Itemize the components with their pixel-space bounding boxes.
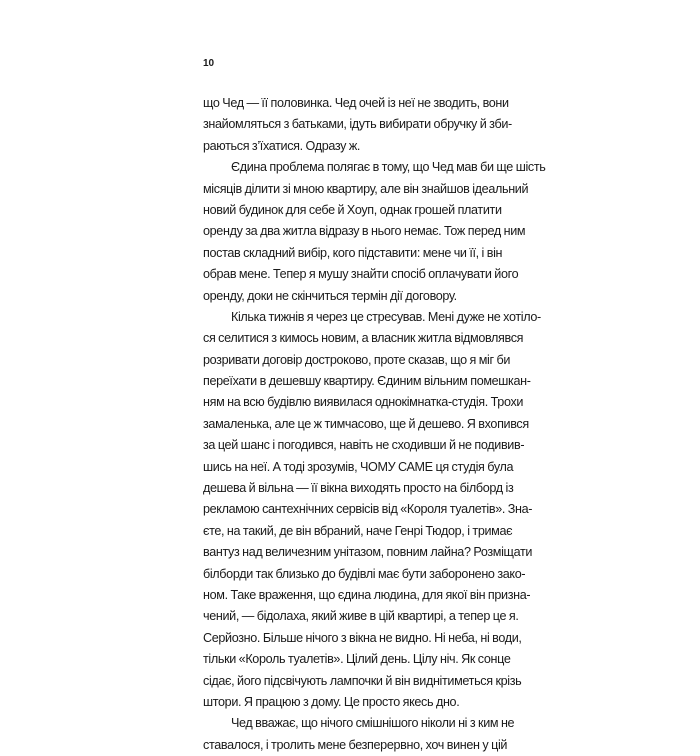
text-line: Кілька тижнів я через це стресував. Мені дуже не хотіло- — [231, 309, 541, 324]
text-line: що Чед — її половинка. Чед очей із неї не зводить, вони — [203, 96, 509, 110]
text-line: тільки «Король туалетів». Цілий день. Цілу ніч. Як сонце — [203, 652, 511, 667]
text-line: розривати договір достроково, проте сказав, що я міг би — [203, 352, 511, 367]
text-line: Серйозно. Більше нічого з вікна не видно. Ні неба, ні води, — [203, 630, 522, 645]
text-line: оренду за два житла відразу в нього немає. Тож перед ним — [203, 224, 526, 239]
text-line: сідає, його підсвічують лампочки й він виднітиметься крізь — [203, 673, 522, 688]
text-line: чений, — бідолаха, який живе в цій квартирі, а тепер це я. — [203, 609, 519, 624]
text-line: Єдина проблема полягає в тому, що Чед мав би ще шість — [231, 160, 546, 175]
text-line: білборди так близько до будівлі має бути заборонено зако- — [203, 566, 526, 581]
text-line: ням на всю будівлю виявилася однокімнатка-студія. Трохи — [203, 395, 524, 410]
text-line: ся селитися з кимось новим, а власник житла відмовлявся — [203, 331, 524, 346]
page-number: 10 — [203, 58, 215, 69]
text-line: штори. Я працюю з дому. Це просто якесь дно. — [203, 694, 460, 709]
text-line: ном. Таке враження, що єдина людина, для якої він призна- — [203, 587, 531, 602]
text-line: оренду, доки не скінчиться термін дії договору. — [203, 288, 457, 303]
text-line: постав складний вибір, кого підставити: мене чи її, і він — [203, 245, 503, 260]
body-text — [203, 93, 546, 756]
text-line: обрав мене. Тепер я мушу знайти спосіб оплачувати його — [203, 267, 519, 282]
text-line: ставалося, і тролить мене безперервно, хоч винен у цій — [203, 737, 508, 752]
text-line: місяців ділити зі мною квартиру, але він знайшов ідеальний — [203, 181, 529, 196]
text-line: знайомляться з батьками, ідуть вибирати обручку й зби- — [203, 117, 512, 132]
text-line: дешева й вільна — її вікна виходять просто на білборд із — [203, 481, 514, 496]
text-line: рекламою сантехнічних сервісів від «Короля туалетів». Зна- — [203, 502, 533, 517]
text-line: замаленька, але це ж тимчасово, ще й дешево. Я вхопився — [203, 416, 529, 431]
text-line: вантуз над величезним унітазом, повним лайна? Розміщати — [203, 545, 533, 560]
text-line: єте, на такий, де він вбраний, наче Генрі Тюдор, і тримає — [203, 523, 513, 538]
text-line: шись на неї. А тоді зрозумів, ЧОМУ САМЕ ця студія була — [203, 459, 514, 474]
text-line: раються з’їхатися. Одразу ж. — [203, 138, 361, 153]
text-line: новий будинок для себе й Хоуп, однак грошей платити — [203, 202, 502, 217]
text-line: за цей шанс і погодився, навіть не сходивши й не подивив- — [203, 438, 525, 453]
text-line: Чед вважає, що нічого смішнішого ніколи ні з ким не — [231, 716, 515, 731]
text-line: переїхати в дешевшу квартиру. Єдиним вільним помешкан- — [203, 374, 531, 389]
